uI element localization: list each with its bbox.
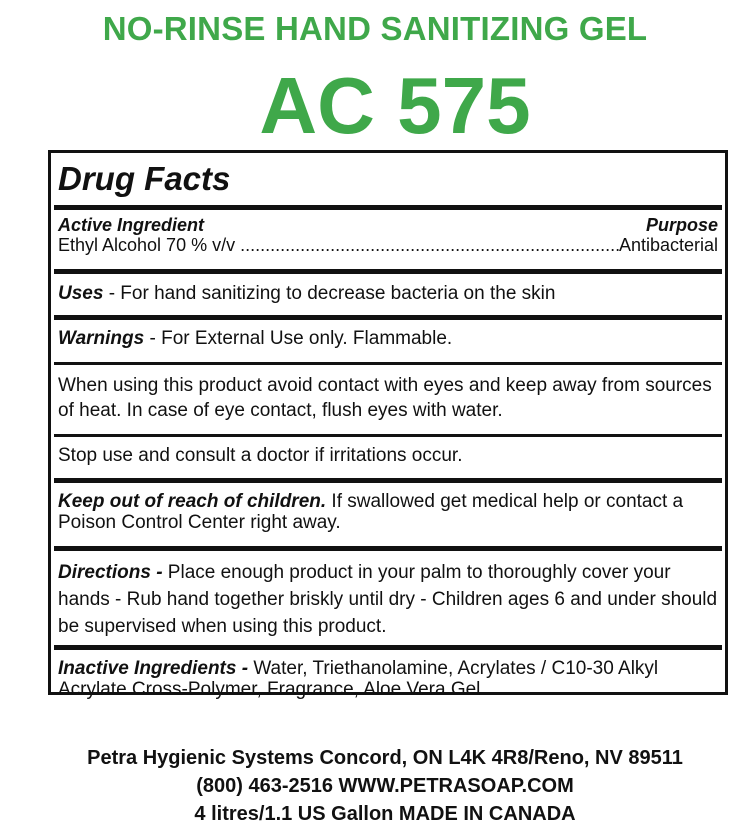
warnings-section xyxy=(58,320,718,362)
keep-out-section xyxy=(58,483,718,546)
manufacturer-footer xyxy=(0,744,750,827)
keep-out-text: If swallowed get medical help or contact a Poison Control Center right away. xyxy=(58,491,684,533)
active-ingredient-heading: Active Ingredient xyxy=(58,215,205,235)
warnings-text: - For External Use only. Flammable. xyxy=(144,328,453,349)
uses-heading: Uses xyxy=(58,283,104,304)
inactive-ingredients-text: Water, Triethanolamine, Acrylates / C10-30 Alkyl Acrylate Cross-Polymer, Fragrance, Aloe Vera Gel xyxy=(58,658,659,700)
manufacturer-address: Petra Hygienic Systems Concord, ON L4K 4R8/Reno, NV 89511 xyxy=(87,747,683,769)
drug-facts-title: Drug Facts xyxy=(58,160,231,197)
warnings-heading: Warnings xyxy=(58,328,145,349)
directions-section xyxy=(58,551,718,645)
uses-text: - For hand sanitizing to decrease bacteria on the skin xyxy=(103,283,556,304)
uses-section xyxy=(58,274,718,315)
active-ingredient-value: Ethyl Alcohol 70 % v/v xyxy=(58,235,236,255)
purpose-value: Antibacterial xyxy=(618,235,718,255)
stop-use-section xyxy=(58,437,718,478)
product-title: NO-RINSE HAND SANITIZING GEL xyxy=(102,10,648,47)
product-code: AC 575 xyxy=(259,61,531,150)
purpose-heading: Purpose xyxy=(645,215,718,235)
when-using-text: When using this product avoid contact with eyes and keep away from sources of heat. In case of eye contact, flush eyes with water. xyxy=(58,375,712,421)
inactive-ingredients-section xyxy=(58,650,718,700)
keep-out-heading: Keep out of reach of children. xyxy=(58,491,327,512)
when-using-section xyxy=(58,365,718,434)
stop-use-text: Stop use and consult a doctor if irritations occur. xyxy=(58,445,463,466)
active-ingredient-section xyxy=(58,210,718,269)
inactive-ingredients-heading: Inactive Ingredients - xyxy=(58,658,249,679)
contact-line: (800) 463-2516 WWW.PETRASOAP.COM xyxy=(196,775,574,797)
volume-origin-line: 4 litres/1.1 US Gallon MADE IN CANADA xyxy=(194,803,576,825)
directions-heading: Directions - xyxy=(58,562,163,583)
drug-facts-panel xyxy=(48,150,728,700)
dot-leader xyxy=(235,235,619,255)
directions-text: Place enough product in your palm to thoroughly cover your hands - Rub hand together briskly until dry - Children ages 6 and under should be supervised when using this product. xyxy=(58,562,718,637)
